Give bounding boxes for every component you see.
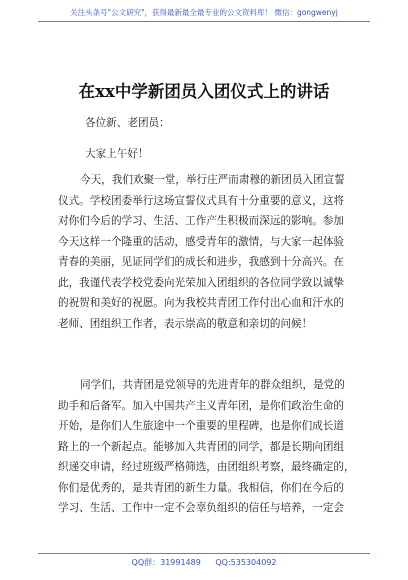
paragraph-2 (58, 375, 353, 519)
text-line: 你们是优秀的，是共青团的新生力量。我相信，你们在今后的 (58, 481, 345, 494)
text-line: 路上的一个新起点。能够加入共青团的同学，都是长期向团组 (58, 440, 345, 453)
text-line: 对你们今后的学习、生活、工作产生积极而深远的影响。参加 (58, 215, 345, 227)
text-line: 仪式。学校团委举行这场宣誓仪式具有十分重要的意义，这将 (58, 194, 345, 207)
document-title: 在xx中学新团员入团仪式上的讲话 (78, 82, 330, 101)
salutation: 各位新、老团员： (85, 117, 170, 129)
qq-group-text: QQ群：31991489 (131, 558, 201, 567)
header-divider (38, 21, 370, 22)
qq-text: QQ:535304092 (215, 558, 277, 567)
text-line: 青春的美丽，见证同学们的成长和进步，我感到十分高兴。在 (58, 256, 345, 268)
greeting: 大家上午好！ (85, 148, 149, 160)
text-line: 老师、团组织工作者，表示崇高的敬意和亲切的问候！ (58, 317, 313, 330)
text-line: 的祝贺和美好的祝愿。向为我校共青团工作付出心血和汗水的 (58, 297, 345, 309)
text-line: 今天，我们欢聚一堂，举行庄严而肃穆的新团员入团宣誓 (80, 174, 345, 186)
text-line: 同学们，共青团是党领导的先进青年的群众组织，是党的 (80, 379, 345, 391)
header-banner[interactable]: 关注头条号"公文研究"，获得最新最全最专业的公文资料库！ 微信：gongwenyj (70, 8, 338, 17)
text-line: 此，我谨代表学校党委向光荣加入团组织的各位同学致以诚挚 (58, 276, 345, 289)
text-line: 助手和后备军。加入中国共产主义青年团，是你们政治生命的 (58, 399, 345, 412)
text-line: 学习、生活、工作中一定不会辜负组织的信任与培养，一定会 (58, 502, 345, 514)
text-line: 今天这样一个隆重的活动，感受青年的激情，与大家一起体验 (58, 235, 345, 248)
text-line: 织递交申请，经过班级严格筛选，由团组织考察，最终确定的， (58, 461, 355, 473)
paragraph-1 (58, 170, 353, 334)
footer-divider (38, 553, 370, 554)
text-line: 开始，是你们人生旅途中一个重要的里程碑，也是你们成长道 (58, 420, 345, 432)
footer-banner (0, 557, 408, 569)
